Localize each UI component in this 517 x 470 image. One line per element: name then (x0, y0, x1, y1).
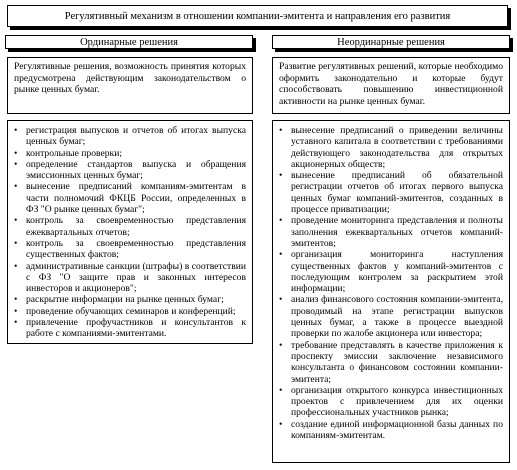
ordinary-description: Регулятивные решения, возможность принятия которых предусмотрена действующим законодательством о рынке ценных бумаг. (14, 61, 246, 96)
list-item: • проведение обучающих семинаров и конференций; (14, 306, 246, 317)
extraordinary-description: Развитие регулятивных решений, которые необходимо оформить законодательно и которые будут способствовать повышению инвестиционной активности на рынке ценных бумаг. (279, 61, 503, 107)
diagram-title-box (7, 5, 508, 27)
extraordinary-decisions-header (272, 35, 510, 49)
list-item: • создание единой информационной базы данных по компаниям-эмитентам. (279, 419, 503, 442)
ordinary-description-box (7, 57, 253, 114)
list-item: • проведение мониторинга представления и полноты заполнения ежеквартальных отчетов компаний-эмитентов; (279, 215, 503, 249)
list-item: • вынесение предписаний компаниям-эмитентам в части полномочий ФКЦБ России, определенных в ФЗ "О рынке ценных бумаг"; (14, 181, 246, 215)
list-item: • определение стандартов выпуска и обращения эмиссионных ценных бумаг; (14, 159, 246, 182)
list-item: • регистрация выпусков и отчетов об итогах выпуска ценных бумаг; (14, 125, 246, 148)
list-item: • раскрытие информации на рынке ценных бумаг; (14, 294, 246, 305)
list-item: • требование представлять в качестве приложения к проспекту эмиссии заключение независимого консультанта о финансовом состоянии компании-эмитента; (279, 340, 503, 385)
extraordinary-measures-list-box (272, 120, 510, 463)
list-item: • контрольные проверки; (14, 148, 246, 159)
ordinary-measures-list (14, 125, 246, 340)
extraordinary-header-label: Неординарные решения (337, 36, 445, 48)
ordinary-decisions-header (5, 35, 253, 49)
ordinary-measures-list-box (7, 120, 253, 344)
list-item: • привлечение профучастников и консультантов к работе с компаниями-эмитентами. (14, 317, 246, 340)
list-item: • контроль за своевременностью представления существенных фактов; (14, 238, 246, 261)
extraordinary-measures-list (279, 125, 503, 441)
list-item: • организация открытого конкурса инвестиционных проектов с привлечением для их оценки профессиональных участников рынка; (279, 385, 503, 419)
extraordinary-description-box (272, 57, 510, 114)
list-item: • вынесение предписаний о приведении величины уставного капитала в соответствии с требованиями действующего законодательства для открытых акционерных обществ; (279, 125, 503, 170)
list-item: • анализ финансового состояния компании-эмитента, проводимый на этапе регистрации выпусков ценных бумаг, а также в процессе выездной проверки по жалобе акционера или инвестора; (279, 294, 503, 339)
diagram-title: Регулятивный механизм в отношении компании-эмитента и направления его развития (64, 10, 451, 22)
list-item: • контроль за своевременностью представления ежеквартальных отчетов; (14, 215, 246, 238)
list-item: • административные санкции (штрафы) в соответствии с ФЗ "О защите прав и законных интересов инвесторов и акционеров"; (14, 261, 246, 295)
ordinary-header-label: Ординарные решения (80, 36, 178, 48)
list-item: • организация мониторинга наступления существенных фактов у компаний-эмитентов с последующим контролем за раскрытием этой информации; (279, 249, 503, 294)
list-item: • вынесение предписаний об обязательной регистрации отчетов об итогах первого выпуска ценных бумаг компаний-эмитентов, созданных в процессе приватизации; (279, 170, 503, 215)
